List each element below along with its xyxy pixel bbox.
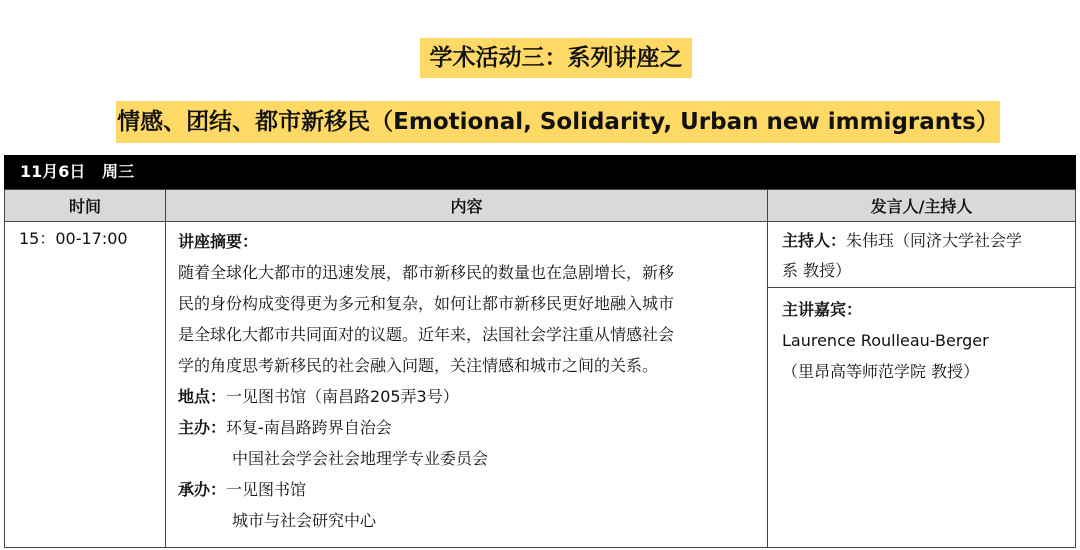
host-label: 主办： bbox=[178, 418, 227, 437]
location-value: 一见图书馆（南昌路205弄3号） bbox=[226, 387, 459, 406]
moderator-affiliation: 系 教授） bbox=[782, 261, 852, 280]
keynote-label: 主讲嘉宾： bbox=[782, 300, 863, 319]
keynote-affiliation: （里昂高等师范学院 教授） bbox=[782, 362, 980, 381]
keynote-name: Laurence Roulleau-Berger bbox=[782, 331, 989, 350]
host-row bbox=[178, 412, 759, 443]
abstract-line: 学的角度思考新移民的社会融入问题，关注情感和城市之间的关系。 bbox=[178, 356, 659, 375]
header-content: 内容 bbox=[165, 189, 768, 222]
organizer-label: 承办： bbox=[178, 480, 227, 499]
lecture-title: 情感、团结、都市新移民（Emotional, Solidarity, Urban new immigrants） bbox=[116, 101, 1000, 143]
moderator-label: 主持人： bbox=[782, 231, 847, 250]
moderator-block bbox=[768, 222, 1075, 288]
abstract-label: 讲座摘要： bbox=[178, 232, 259, 251]
content-cell bbox=[165, 221, 768, 548]
header-speaker: 发言人/主持人 bbox=[767, 189, 1076, 222]
host-value-2: 中国社会学会社会地理学专业委员会 bbox=[232, 449, 489, 468]
organizer-row bbox=[178, 474, 759, 505]
time-cell bbox=[4, 221, 166, 548]
host-value: 环复-南昌路跨界自治会 bbox=[226, 418, 392, 437]
location-label: 地点： bbox=[178, 387, 227, 406]
moderator-name: 朱伟珏（同济大学社会学 bbox=[846, 231, 1023, 250]
date-bar: 11月6日 周三 bbox=[4, 155, 1076, 189]
header-time: 时间 bbox=[4, 189, 166, 222]
time-value: 15：00-17:00 bbox=[19, 229, 128, 248]
abstract-line: 随着全球化大都市的迅速发展，都市新移民的数量也在急剧增长，新移 bbox=[178, 263, 675, 282]
location-row bbox=[178, 381, 759, 412]
speaker-cell bbox=[767, 221, 1076, 548]
abstract-line: 是全球化大都市共同面对的议题。近年来，法国社会学注重从情感社会 bbox=[178, 325, 675, 344]
organizer-value: 一见图书馆 bbox=[226, 480, 307, 499]
event-title: 学术活动三：系列讲座之 bbox=[420, 38, 692, 78]
organizer-value-2: 城市与社会研究中心 bbox=[232, 511, 377, 530]
abstract-line: 民的身份构成变得更为多元和复杂，如何让都市新移民更好地融入城市 bbox=[178, 294, 675, 313]
keynote-block bbox=[768, 288, 1075, 387]
